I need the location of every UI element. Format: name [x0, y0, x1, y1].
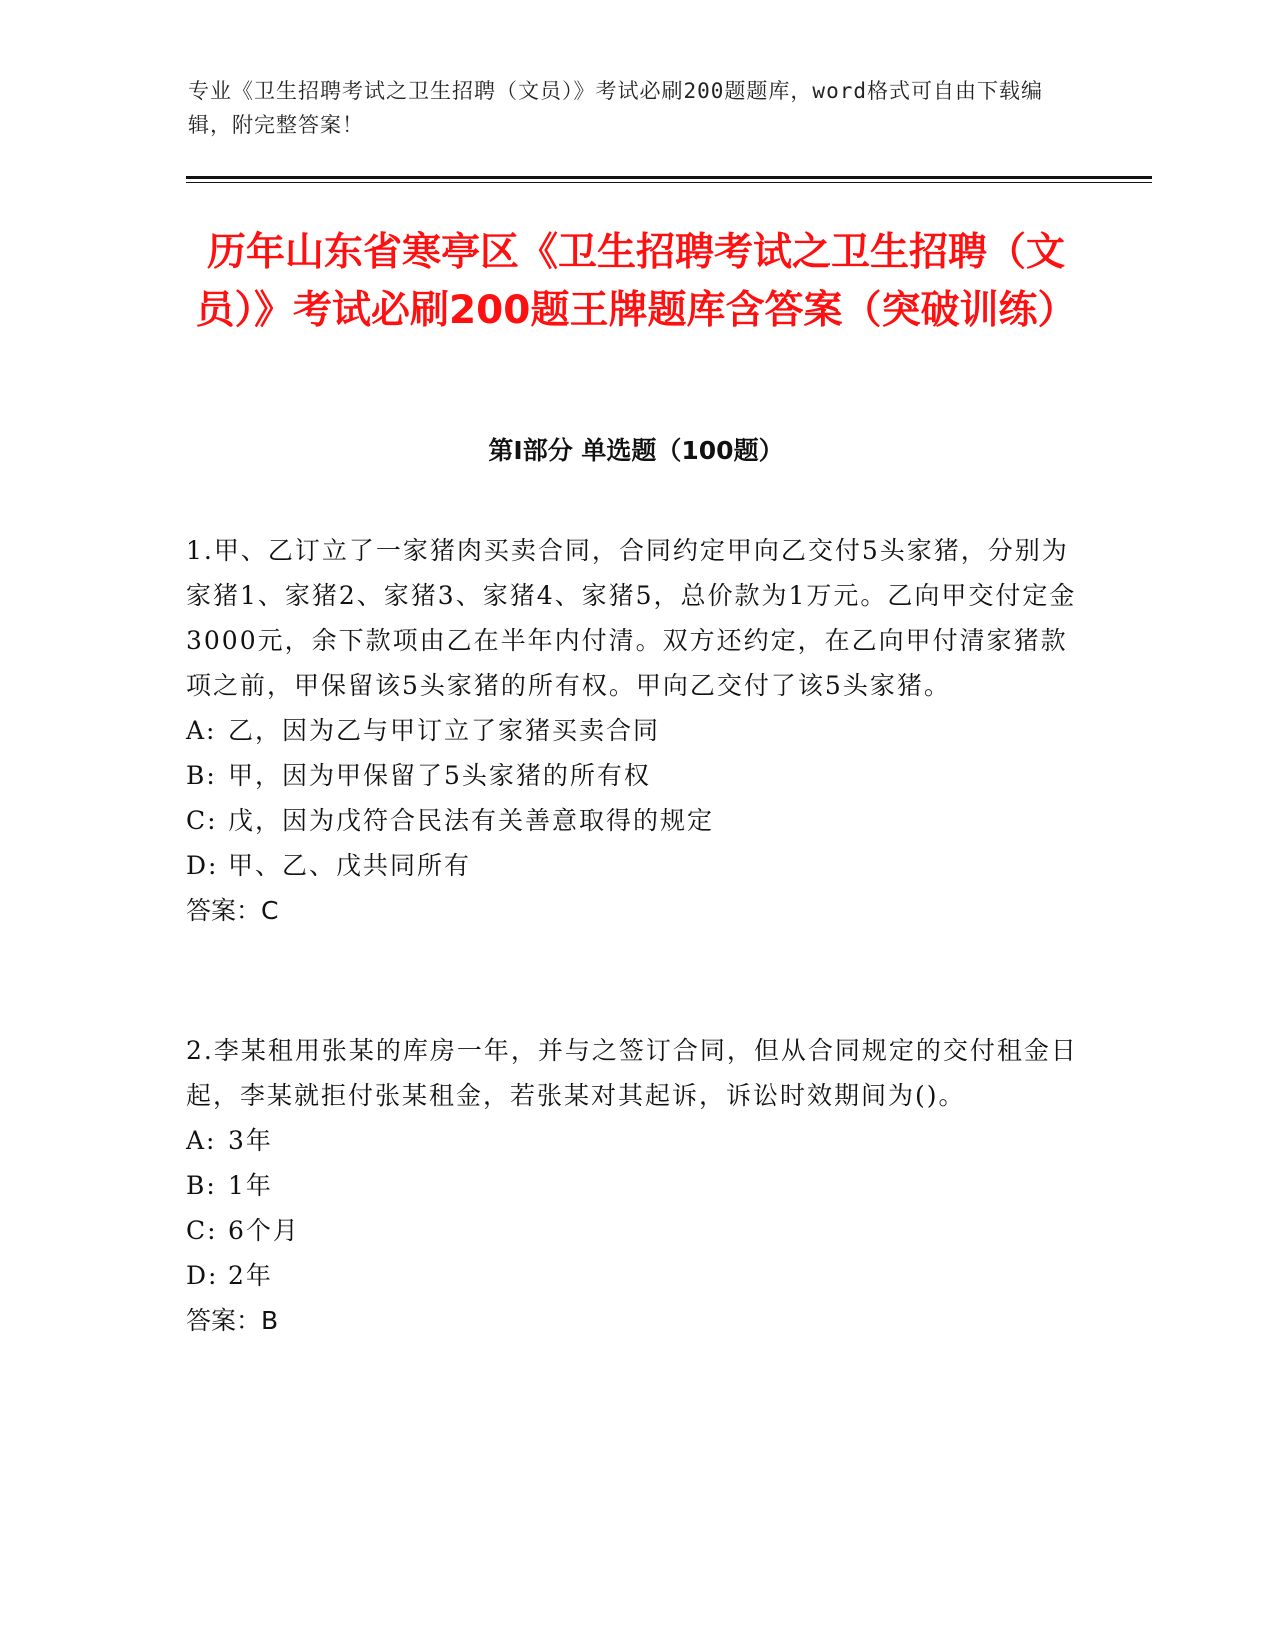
option-d	[186, 843, 1086, 888]
option-text: 甲，因为甲保留了5头家猪的所有权	[228, 761, 651, 790]
document-title: 历年山东省寒亭区《卫生招聘考试之卫生招聘（文员）》考试必刷200题王牌题库含答案（突破训练）	[195, 230, 1077, 333]
option-text: 乙，因为乙与甲订立了家猪买卖合同	[228, 716, 661, 745]
option-c	[186, 798, 1086, 843]
option-a	[186, 1118, 1086, 1163]
option-letter: A:	[186, 716, 217, 745]
option-letter: B:	[186, 1171, 217, 1200]
option-letter: B:	[186, 761, 217, 790]
question-stem: 2.李某租用张某的库房一年，并与之签订合同，但从合同规定的交付租金日起，李某就拒付张某租金，若张某对其起诉，诉讼时效期间为()。	[186, 1036, 1078, 1110]
option-letter: A:	[186, 1126, 217, 1155]
option-text: 3年	[228, 1126, 273, 1155]
option-text: 甲、乙、戊共同所有	[228, 851, 472, 880]
option-letter: D:	[186, 1261, 219, 1290]
question-2	[186, 1028, 1086, 1343]
header-divider-thin	[186, 182, 1152, 183]
option-text: 戊，因为戊符合民法有关善意取得的规定	[228, 806, 715, 835]
header-divider-thick	[186, 176, 1152, 179]
option-letter: C:	[186, 806, 218, 835]
option-text: 6个月	[228, 1216, 300, 1245]
question-stem: 1.甲、乙订立了一家猪肉买卖合同，合同约定甲向乙交付5头家猪，分别为家猪1、家猪2、家猪3、家猪4、家猪5，总价款为1万元。乙向甲交付定金3000元，余下款项由乙在半年内付清。双方还约定，在乙向甲付清家猪款项之前，甲保留该5头家猪的所有权。甲向乙交付了该5头家猪。	[186, 536, 1077, 700]
option-b	[186, 753, 1086, 798]
option-text: 2年	[228, 1261, 273, 1290]
option-a	[186, 708, 1086, 753]
answer-line: 答案：C	[186, 896, 279, 925]
answer-line: 答案：B	[186, 1306, 279, 1335]
option-c	[186, 1208, 1086, 1253]
option-text: 1年	[228, 1171, 273, 1200]
option-letter: D:	[186, 851, 219, 880]
option-letter: C:	[186, 1216, 218, 1245]
option-b	[186, 1163, 1086, 1208]
question-1	[186, 528, 1086, 933]
header-note: 专业《卫生招聘考试之卫生招聘（文员）》考试必刷200题题库，word格式可自由下载编辑，附完整答案！	[188, 79, 1043, 137]
section-title: 第I部分 单选题（100题）	[488, 436, 784, 465]
option-d	[186, 1253, 1086, 1298]
